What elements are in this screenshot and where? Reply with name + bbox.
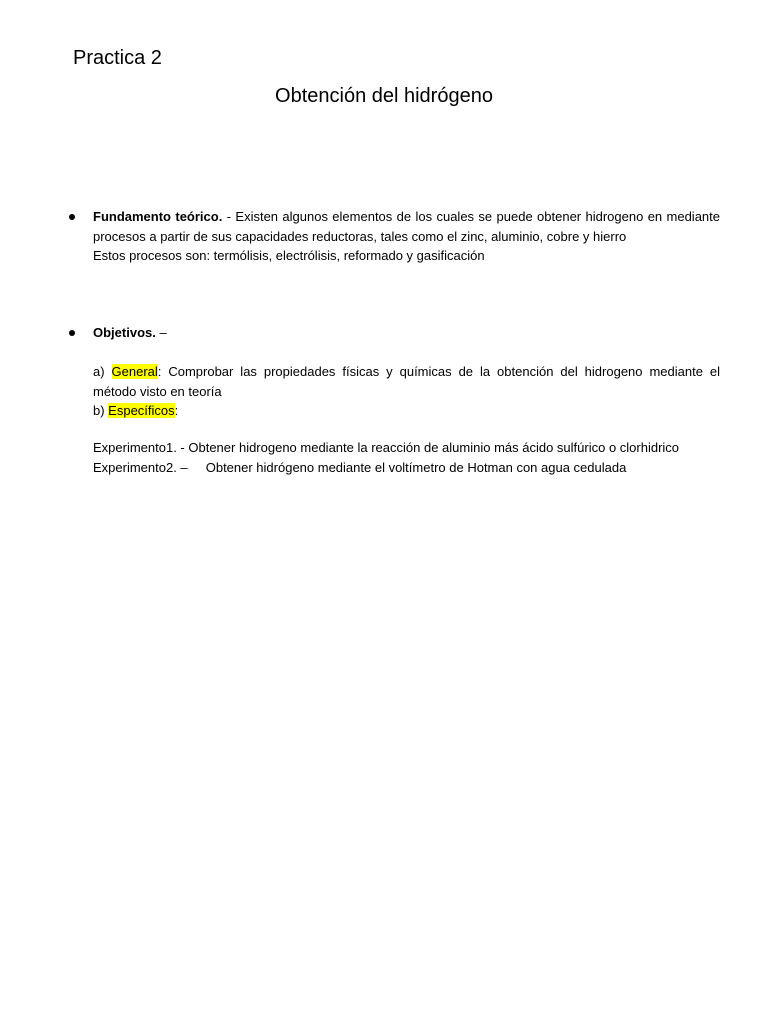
general-prefix: a) xyxy=(93,364,112,379)
experiments-list xyxy=(93,438,720,477)
objetivos-separator: – xyxy=(155,325,167,340)
general-objective xyxy=(93,362,720,401)
fundamento-text: Existen algunos elementos de los cuales se puede obtener hidrogeno en mediante procesos a partir de sus capacidades reductoras, tales como el zinc, aluminio, cobre y hierro xyxy=(93,209,721,244)
bullet-dot-icon xyxy=(69,214,75,220)
experiment-2: Experimento2. – Obtener hidrógeno mediante el voltímetro de Hotman con agua cedulada xyxy=(93,459,627,475)
experiment-1: Experimento1. - Obtener hidrogeno mediante la reacción de aluminio más ácido sulfúrico o clorhidrico xyxy=(93,440,680,455)
page-title: Obtención del hidrógeno xyxy=(275,85,493,107)
objetivos-section xyxy=(93,323,720,343)
fundamento-paragraph xyxy=(93,207,720,246)
especificos-suffix: : xyxy=(174,403,179,418)
bullet-dot-icon xyxy=(69,330,75,336)
practice-label: Practica 2 xyxy=(73,47,162,69)
fundamento-heading: Fundamento teórico. xyxy=(93,209,223,224)
fundamento-separator: - xyxy=(222,209,236,224)
objetivos-list xyxy=(93,362,720,421)
objetivos-heading: Objetivos. xyxy=(93,325,156,340)
especificos-label: Específicos xyxy=(108,403,175,418)
general-text: : Comprobar las propiedades físicas y químicas de la obtención del hidrogeno mediante el método visto en teoría xyxy=(93,364,721,399)
general-label: General xyxy=(111,364,158,379)
fundamento-processes: Estos procesos son: termólisis, electrólisis, reformado y gasificación xyxy=(93,248,485,263)
objetivos-heading-line xyxy=(93,323,720,343)
specific-objective xyxy=(93,401,720,421)
fundamento-section xyxy=(93,207,720,266)
especificos-prefix: b) xyxy=(93,403,109,418)
